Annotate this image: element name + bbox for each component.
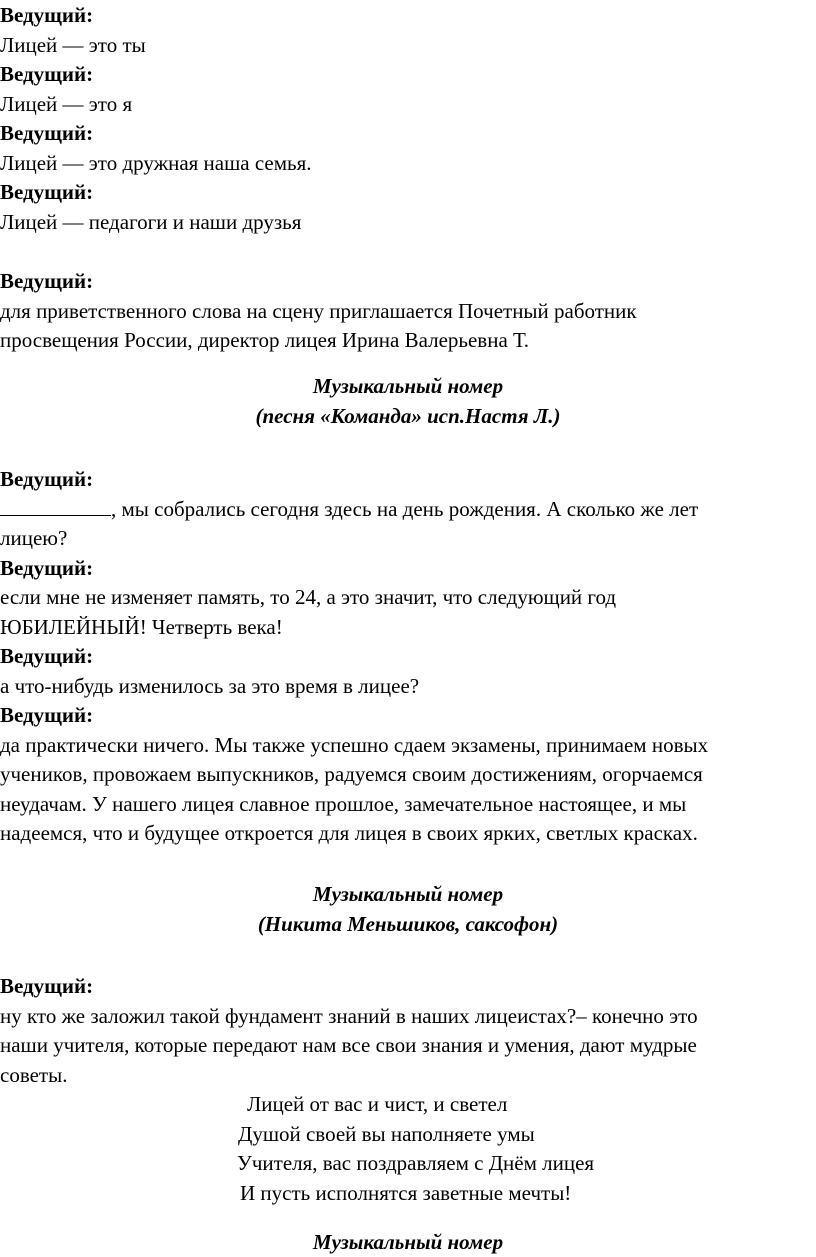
- text-line: наши учителя, которые передают нам все свои знания и умения, дают мудрые: [0, 1033, 697, 1057]
- speaker-label: Ведущий:: [0, 703, 94, 727]
- music-subtitle: (песня «Команда» исп.Настя Л.): [255, 404, 561, 428]
- text-line: просвещения России, директор лицея Ирина Валерьевна Т.: [0, 328, 529, 352]
- poem-line: Учителя, вас поздравляем с Днём лицея: [237, 1151, 595, 1175]
- text-line: ну кто же заложил такой фундамент знаний в наших лицеистах?– конечно это: [0, 1004, 698, 1028]
- music-subtitle: (Никита Меньшиков, саксофон): [257, 912, 559, 936]
- speaker-label: Ведущий:: [0, 180, 94, 204]
- speaker-label: Ведущий:: [0, 644, 94, 668]
- text-line: да практически ничего. Мы также успешно сдаем экзамены, принимаем новых: [0, 733, 709, 757]
- text-line: а что-нибудь изменилось за это время в лицее?: [0, 674, 420, 698]
- speaker-label: Ведущий:: [0, 467, 94, 491]
- text-line: надеемся, что и будущее откроется для лицея в своих ярких, светлых красках.: [0, 821, 698, 845]
- text-line: советы.: [0, 1063, 68, 1087]
- poem-line: Душой своей вы наполняете умы: [238, 1122, 535, 1146]
- music-title: Музыкальный номер: [312, 1230, 504, 1254]
- text-line: Лицей — педагоги и наши друзья: [0, 210, 302, 234]
- name-blank: [0, 497, 111, 516]
- text-line: Лицей — это дружная наша семья.: [0, 151, 312, 175]
- text-line: ЮБИЛЕЙНЫЙ! Четверть века!: [0, 615, 283, 639]
- speaker-label: Ведущий:: [0, 974, 94, 998]
- poem-line: И пусть исполнятся заветные мечты!: [240, 1181, 572, 1205]
- text-line: для приветственного слова на сцену приглашается Почетный работник: [0, 299, 637, 323]
- music-title: Музыкальный номер: [312, 374, 504, 398]
- text-line: лицею?: [0, 526, 68, 550]
- text-line: если мне не изменяет память, то 24, а это значит, что следующий год: [0, 585, 617, 609]
- music-title: Музыкальный номер: [312, 882, 504, 906]
- speaker-label: Ведущий:: [0, 269, 94, 293]
- text-line: неудачам. У нашего лицея славное прошлое, замечательное настоящее, и мы: [0, 792, 687, 816]
- text-line: , мы собрались сегодня здесь на день рождения. А сколько же лет: [0, 495, 698, 523]
- speaker-label: Ведущий:: [0, 121, 94, 145]
- poem-line: Лицей от вас и чист, и светел: [247, 1092, 508, 1116]
- speaker-label: Ведущий:: [0, 556, 94, 580]
- speaker-label: Ведущий:: [0, 62, 94, 86]
- text-line: учеников, провожаем выпускников, радуемся своим достижениям, огорчаемся: [0, 762, 703, 786]
- speaker-label: Ведущий:: [0, 3, 94, 27]
- text-line: Лицей — это я: [0, 92, 133, 116]
- text-line: Лицей — это ты: [0, 33, 146, 57]
